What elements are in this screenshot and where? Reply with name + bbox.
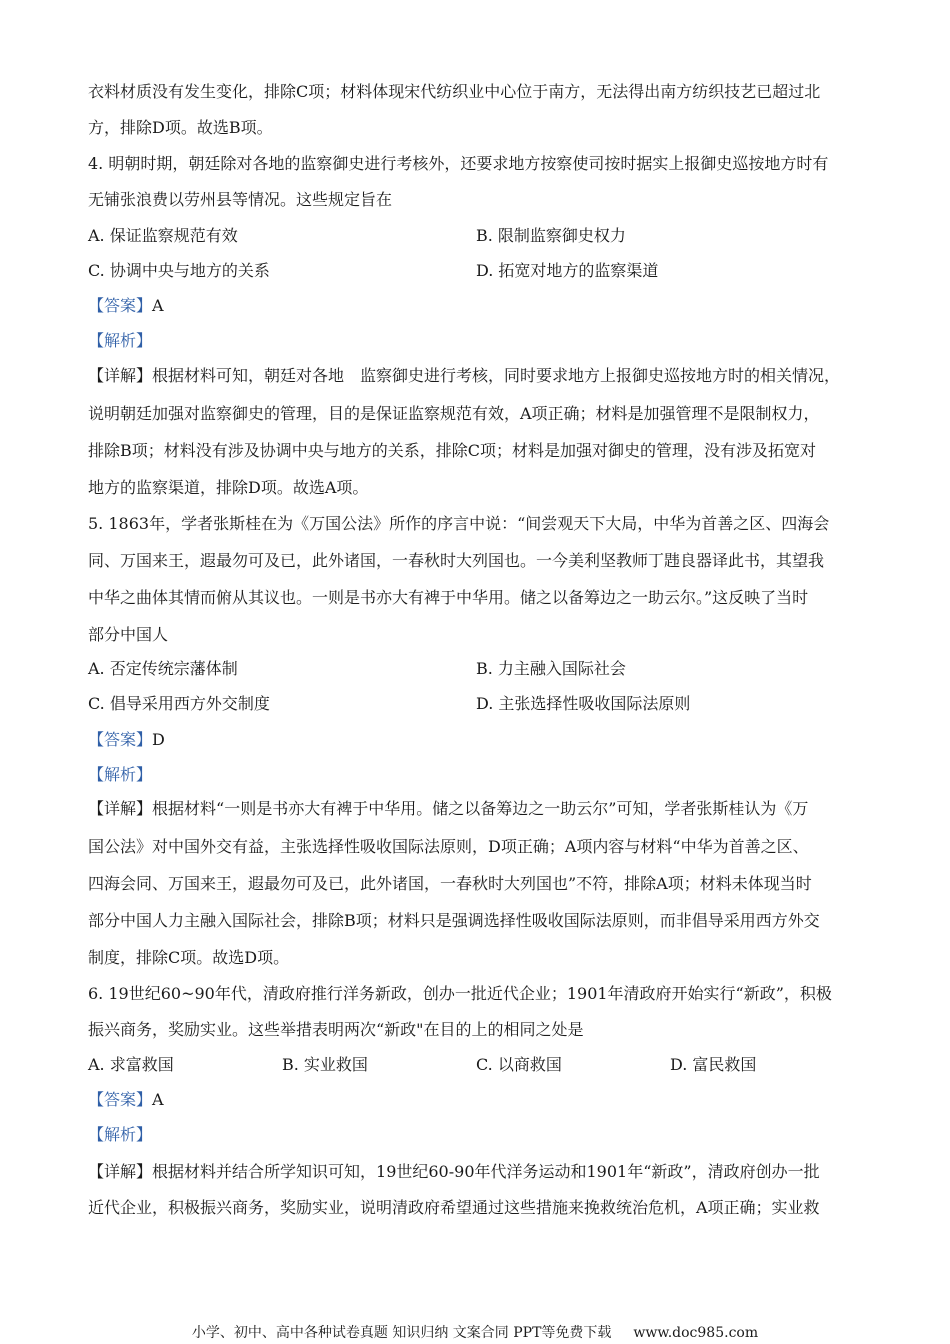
detail-text: 根据材料并结合所学知识可知，19世纪60-90年代洋务运动和1901年“新政”，清政府创办一批 bbox=[152, 1162, 820, 1181]
q6-option-b: B. 实业救国 bbox=[282, 1055, 368, 1074]
q5-detail: 部分中国人力主融入国际社会，排除B项；材料只是强调选择性吸收国际法原则，而非倡导采用西方外交 bbox=[88, 911, 820, 930]
question-5-stem: 同、万国来王，遐最勿可及已，此外诸国，一春秋时大列国也。一今美利坚教师丁韪良器译此书，其望我 bbox=[88, 551, 825, 570]
q6-option-a: A. 求富救国 bbox=[88, 1055, 174, 1074]
question-5-stem: 5. 1863年，学者张斯桂在为《万国公法》所作的序言中说：“间尝观天下大局，中华为首善之区、四海会 bbox=[88, 514, 830, 533]
question-5-stem: 中华之曲体其情而俯从其议也。一则是书亦大有裨于中华用。储之以备筹边之一助云尔。”这反映了当时 bbox=[88, 588, 809, 607]
q5-option-b: B. 力主融入国际社会 bbox=[476, 659, 626, 678]
detail-text: 根据材料可知，朝廷对各地 监察御史进行考核，同时要求地方上报御史巡按地方时的相关情况， bbox=[152, 366, 841, 385]
answer-value: A bbox=[152, 296, 164, 315]
page-footer bbox=[0, 1322, 950, 1342]
analysis-tag: 【解析】 bbox=[88, 1125, 153, 1144]
q5-detail: 制度，排除C项。故选D项。 bbox=[88, 948, 290, 967]
q5-detail: 四海会同、万国来王，遐最勿可及已，此外诸国，一春秋时大列国也”不符，排除A项；材料未体现当时 bbox=[88, 874, 812, 893]
detail-tag: 【详解】 bbox=[88, 1162, 153, 1181]
q5-option-d: D. 主张选择性吸收国际法原则 bbox=[476, 694, 691, 713]
text-line: 衣料材质没有发生变化，排除C项；材料体现宋代纺织业中心位于南方，无法得出南方纺织技艺已超过北 bbox=[88, 82, 821, 101]
answer-tag: 【答案】 bbox=[88, 296, 153, 315]
question-5-stem: 部分中国人 bbox=[88, 625, 169, 644]
question-4-stem: 无铺张浪费以劳州县等情况。这些规定旨在 bbox=[88, 190, 393, 209]
question-6-stem: 6. 19世纪60~90年代，清政府推行洋务新政，创办一批近代企业；1901年清政府开始实行“新政”，积极 bbox=[88, 984, 832, 1003]
q4-answer bbox=[88, 296, 164, 316]
answer-value: D bbox=[152, 730, 165, 749]
q4-option-a: A. 保证监察规范有效 bbox=[88, 226, 238, 245]
q4-option-c: C. 协调中央与地方的关系 bbox=[88, 261, 270, 280]
answer-tag: 【答案】 bbox=[88, 1090, 153, 1109]
q5-detail: 国公法》对中国外交有益，主张选择性吸收国际法原则，D项正确；A项内容与材料“中华为首善之区、 bbox=[88, 837, 809, 856]
q6-detail bbox=[88, 1162, 820, 1182]
q4-detail: 排除B项；材料没有涉及协调中央与地方的关系，排除C项；材料是加强对御史的管理，没有涉及拓宽对 bbox=[88, 441, 817, 460]
q5-answer bbox=[88, 730, 165, 750]
detail-text: 根据材料“一则是书亦大有裨于中华用。储之以备筹边之一助云尔”可知，学者张斯桂认为《万 bbox=[152, 799, 809, 818]
footer-link[interactable]: www.doc985.com bbox=[633, 1325, 759, 1341]
question-4-stem: 4. 明朝时期，朝廷除对各地的监察御史进行考核外，还要求地方按察使司按时据实上报御史巡按地方时有 bbox=[88, 154, 829, 173]
q4-detail bbox=[88, 366, 840, 386]
question-6-stem: 振兴商务，奖励实业。这些举措表明两次“新政"在目的上的相同之处是 bbox=[88, 1020, 584, 1039]
q6-option-d: D. 富民救国 bbox=[670, 1055, 757, 1074]
q6-answer bbox=[88, 1090, 164, 1110]
q6-analysis bbox=[88, 1125, 152, 1145]
text-line: 方，排除D项。故选B项。 bbox=[88, 118, 273, 137]
q5-detail bbox=[88, 799, 808, 819]
q6-option-c: C. 以商救国 bbox=[476, 1055, 562, 1074]
q6-detail: 近代企业，积极振兴商务，奖励实业，说明清政府希望通过这些措施来挽救统治危机，A项正确；实业救 bbox=[88, 1198, 820, 1217]
q4-detail: 地方的监察渠道，排除D项。故选A项。 bbox=[88, 478, 369, 497]
footer-text: 小学、初中、高中各种试卷真题 知识归纳 文案合同 PPT等免费下载 bbox=[191, 1325, 612, 1341]
answer-value: A bbox=[152, 1090, 164, 1109]
detail-tag: 【详解】 bbox=[88, 366, 153, 385]
detail-tag: 【详解】 bbox=[88, 799, 153, 818]
q5-analysis bbox=[88, 765, 152, 785]
answer-tag: 【答案】 bbox=[88, 730, 153, 749]
analysis-tag: 【解析】 bbox=[88, 765, 153, 784]
q4-option-b: B. 限制监察御史权力 bbox=[476, 226, 626, 245]
q4-option-d: D. 拓宽对地方的监察渠道 bbox=[476, 261, 659, 280]
q4-analysis bbox=[88, 331, 152, 351]
analysis-tag: 【解析】 bbox=[88, 331, 153, 350]
q5-option-a: A. 否定传统宗藩体制 bbox=[88, 659, 238, 678]
q5-option-c: C. 倡导采用西方外交制度 bbox=[88, 694, 270, 713]
q4-detail: 说明朝廷加强对监察御史的管理，目的是保证监察规范有效，A项正确；材料是加强管理不是限制权力， bbox=[88, 404, 820, 423]
